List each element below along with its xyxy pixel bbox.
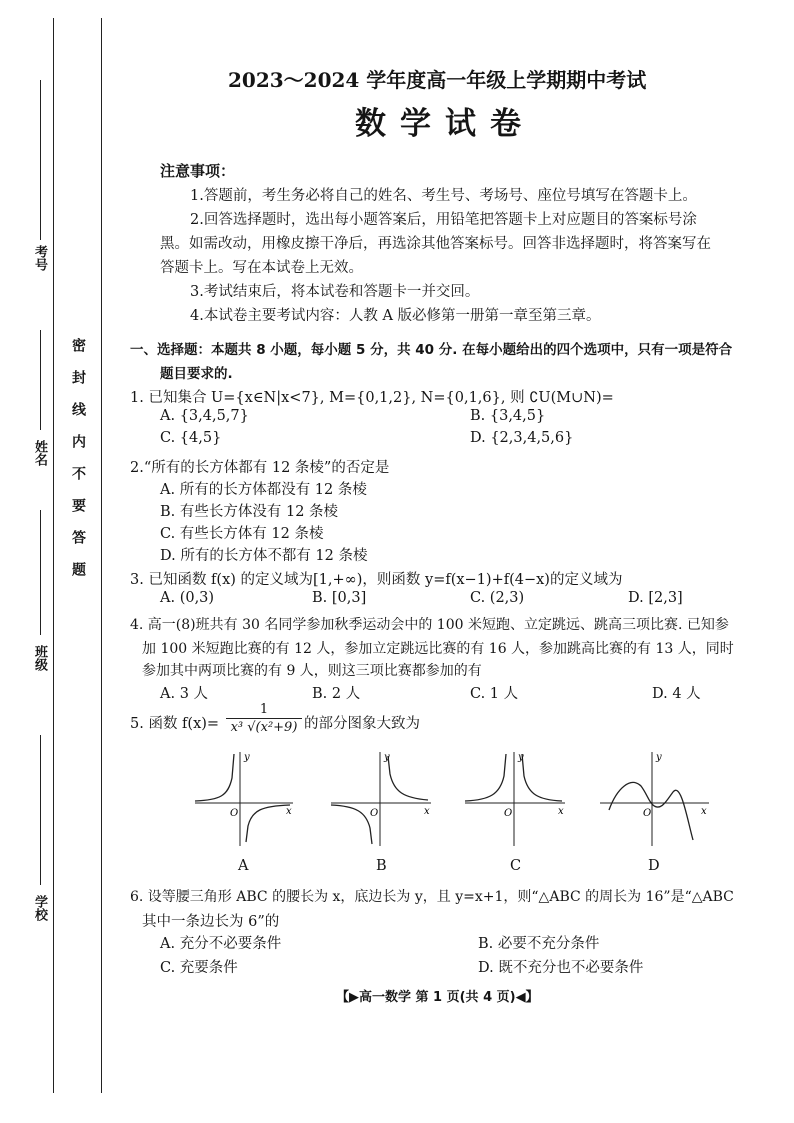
q3-option-d[interactable]: D. [2,3] (628, 590, 683, 606)
q2-option-c[interactable]: C. 有些长方体有 12 条棱 (160, 526, 324, 542)
q3-stem: 3. 已知函数 f(x) 的定义域为[1,+∞)，则函数 y=f(x−1)+f(4−x)的定义域为 (130, 572, 623, 588)
q2-option-a[interactable]: A. 所有的长方体都没有 12 条棱 (160, 482, 367, 498)
q5-graph-a-origin: O (230, 808, 239, 819)
q1-option-b[interactable]: B. {3,4,5} (470, 408, 546, 424)
q4-option-a[interactable]: A. 3 人 (160, 686, 209, 702)
q5-graph-a[interactable] (190, 748, 295, 848)
q4-option-d[interactable]: D. 4 人 (652, 686, 701, 702)
notice-item-2-line-2: 黑。如需改动，用橡皮擦干净后，再选涂其他答案标号。回答非选择题时，将答案写在 (160, 236, 711, 252)
section-1-heading-line-1: 一、选择题：本题共 8 小题，每小题 5 分，共 40 分. 在每小题给出的四个选项中，只有一项是符合 (130, 342, 733, 358)
q5-graph-c-y-label: y (518, 752, 524, 763)
q5-graph-c-curve-right (522, 754, 562, 801)
q5-graph-b-y-label: y (384, 752, 390, 763)
q1-option-c[interactable]: C. {4,5} (160, 430, 222, 446)
q2-option-b[interactable]: B. 有些长方体没有 12 条棱 (160, 504, 339, 520)
notice-item-1: 1.答题前，考生务必将自己的姓名、考生号、考场号、座位号填写在答题卡上。 (190, 188, 697, 204)
q6-stem-line-2: 其中一条边长为 6”的 (142, 914, 280, 930)
notice-item-3: 3.考试结束后，将本试卷和答题卡一并交回。 (190, 284, 480, 300)
q5-graph-b-origin: O (370, 808, 379, 819)
q4-option-c[interactable]: C. 1 人 (470, 686, 519, 702)
q6-option-b[interactable]: B. 必要不充分条件 (478, 936, 600, 952)
q5-graph-a-curve-right (246, 805, 290, 842)
school-field[interactable] (40, 735, 41, 885)
notice-item-2-line-1: 2.回答选择题时，选出每小题答案后，用铅笔把答题卡上对应题目的答案标号涂 (190, 212, 697, 228)
q6-option-d[interactable]: D. 既不充分也不必要条件 (478, 960, 644, 976)
q5-graph-c[interactable] (462, 748, 567, 848)
q4-stem-line-3: 参加其中两项比赛的有 9 人，则这三项比赛都参加的有 (142, 663, 482, 679)
q5-stem-suffix: 的部分图象大致为 (304, 716, 420, 732)
q5-fraction (226, 702, 302, 735)
q6-option-a[interactable]: A. 充分不必要条件 (160, 936, 282, 952)
q5-graph-b-x-label: x (424, 806, 430, 817)
q1-option-a[interactable]: A. {3,4,5,7} (160, 408, 249, 424)
q1-stem: 1. 已知集合 U={x∈N|x<7}, M={0,1,2}, N={0,1,6}, 则 ∁U(M∪N)= (130, 390, 614, 406)
q2-stem: 2.“所有的长方体都有 12 条棱”的否定是 (130, 460, 390, 476)
q5-graph-c-curve-left (465, 754, 506, 801)
class-field[interactable] (40, 510, 41, 635)
name-field[interactable] (40, 330, 41, 430)
q3-option-b[interactable]: B. [0,3] (312, 590, 367, 606)
q1-option-d[interactable]: D. {2,3,4,5,6} (470, 430, 574, 446)
q5-graph-a-x-label: x (286, 806, 292, 817)
notice-item-4: 4.本试卷主要考试内容：人教 A 版必修第一册第一章至第三章。 (190, 308, 601, 324)
class-label: 班级 (32, 645, 47, 671)
exam-no-field[interactable] (40, 80, 41, 240)
q5-graph-a-curve-left (195, 754, 234, 801)
q3-option-c[interactable]: C. (2,3) (470, 590, 525, 606)
q4-option-b[interactable]: B. 2 人 (312, 686, 361, 702)
q5-graph-d-x-label: x (701, 806, 707, 817)
notice-item-2-line-3: 答题卡上。写在本试卷上无效。 (160, 260, 363, 276)
q5-graph-a-label: A (238, 858, 249, 874)
q5-stem-prefix: 5. 函数 f(x)= (130, 716, 220, 732)
q5-graph-d[interactable] (597, 748, 712, 848)
school-label: 学校 (32, 895, 47, 921)
q5-graph-b[interactable] (328, 748, 433, 848)
q4-stem-line-1: 4. 高一(8)班共有 30 名同学参加秋季运动会中的 100 米短跑、立定跳远、跳高三项比赛. 已知参 (130, 617, 729, 633)
q5-graph-c-label: C (510, 858, 522, 874)
q5-graph-d-origin: O (643, 808, 652, 819)
q5-graph-c-origin: O (504, 808, 513, 819)
q5-fraction-numerator: 1 (226, 702, 302, 719)
q6-stem-line-1: 6. 设等腰三角形 ABC 的腰长为 x，底边长为 y，且 y=x+1，则“△ABC 的周长为 16”是“△ABC (130, 889, 734, 905)
q5-graph-a-y-label: y (244, 752, 250, 763)
q5-graph-d-label: D (648, 858, 660, 874)
paper-subtitle: 数学试卷 (355, 106, 535, 142)
exam-no-label: 考号 (32, 245, 47, 271)
name-label: 姓名 (32, 440, 47, 466)
q5-graph-b-label: B (376, 858, 387, 874)
notice-heading: 注意事项： (160, 162, 236, 180)
section-1-heading-line-2: 题目要求的. (160, 366, 233, 382)
exam-title: 2023～2024 学年度高一年级上学期期中考试 (228, 68, 647, 92)
q5-graph-b-curve-right (388, 756, 428, 800)
seal-warning: 密封线内不要答题 (70, 338, 86, 594)
q5-graph-d-y-label: y (656, 752, 662, 763)
q4-stem-line-2: 加 100 米短跑比赛的有 12 人，参加立定跳远比赛的有 16 人，参加跳高比赛的有 13 人，同时 (142, 641, 734, 657)
binding-line-inner (101, 18, 102, 1093)
q5-graph-c-x-label: x (558, 806, 564, 817)
q2-option-d[interactable]: D. 所有的长方体不都有 12 条棱 (160, 548, 368, 564)
q3-option-a[interactable]: A. (0,3) (160, 590, 215, 606)
q5-graph-b-curve-left (331, 805, 372, 844)
q6-option-c[interactable]: C. 充要条件 (160, 960, 238, 976)
q5-fraction-denominator: x³ √(x²+9) (230, 720, 298, 735)
page-footer: 【▶高一数学 第 1 页(共 4 页)◀】 (336, 990, 539, 1005)
binding-line-outer (53, 18, 54, 1093)
